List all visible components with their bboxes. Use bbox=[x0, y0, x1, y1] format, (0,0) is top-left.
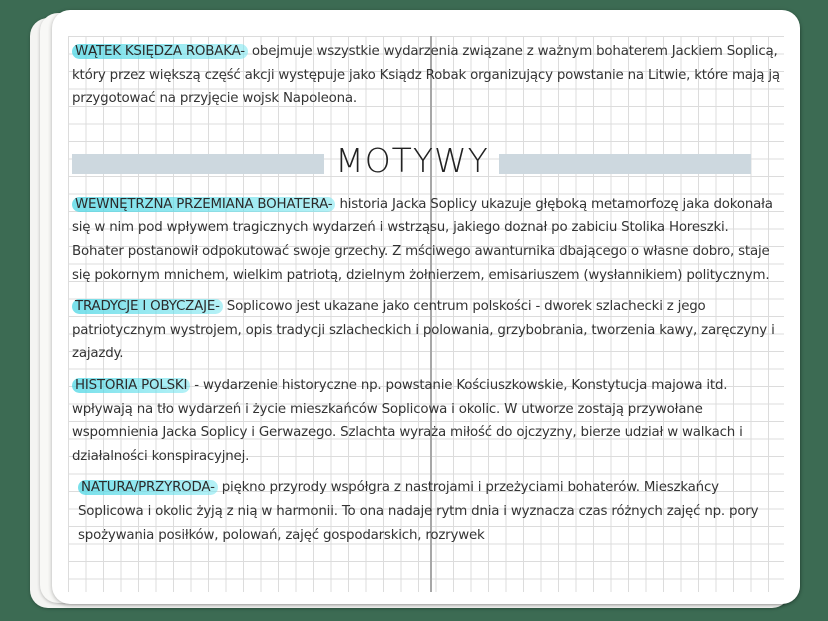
note-content bbox=[72, 40, 784, 555]
motif-paragraph bbox=[72, 193, 784, 287]
intro-term: WĄTEK KSIĘDZA ROBAKA- bbox=[72, 44, 248, 59]
motif-paragraph bbox=[72, 374, 784, 468]
motif-paragraph bbox=[72, 476, 784, 547]
heading-bar-left bbox=[72, 154, 324, 174]
motif-term: HISTORIA POLSKI bbox=[72, 378, 190, 393]
motif-term: NATURA/PRZYRODA- bbox=[78, 480, 218, 495]
intro-paragraph bbox=[72, 40, 784, 111]
heading-bar-right bbox=[499, 154, 751, 174]
intro-text: obejmuje wszystkie wydarzenia związane z ważnym bohaterem Jackiem Soplicą, który przez większą część akcji występuje jako Ksiądz Robak organizujący powstanie na Litwie, które mają ją przygotować na przyjęcie wojsk Napoleona. bbox=[72, 44, 780, 107]
motif-text: piękno przyrody współgra z nastrojami i przeżyciami bohaterów. Mieszkańcy Soplicowa i okolic żyją z nią w harmonii. To ona nadaje rytm dnia i wyznacza czas różnych zajęć np. pory spożywania posiłków, polowań, zajęć gospodarskich, rozrywek bbox=[78, 480, 759, 543]
motif-paragraph bbox=[72, 295, 784, 366]
motif-text: - wydarzenie historyczne np. powstanie Kościuszkowskie, Konstytucja majowa itd. wpływają na tło wydarzeń i życie mieszkańców Soplicowa i okolic. W utworze zostają przywołane wspomnienia Jacka Soplicy i Gerwazego. Szlachta wyraża miłość do ojczyzny, bierze udział w walkach i działalności konspiracyjnej. bbox=[72, 377, 743, 464]
motif-text: historia Jacka Soplicy ukazuje głęboką metamorfozę jaka dokonała się w nim pod wpływem tragicznych wydarzeń i wstrząsu, jakiego doznał po zabiciu Stolika Horeszki. Bohater postanowił odpokutować swoje grzechy. Z mściwego awanturnika dbającego o własne dobro, staje się pokornym mnichem, wielkim patriotą, dzielnym żołnierzem, emisariuszem (wysłannikiem) politycznym. bbox=[72, 196, 773, 283]
section-heading: MOTYWY bbox=[335, 140, 489, 180]
motif-term: TRADYCJE I OBYCZAJE- bbox=[72, 299, 223, 314]
motif-text: Soplicowo jest ukazane jako centrum polskości - dworek szlachecki z jego patriotycznym wystrojem, opis tradycji szlacheckich i polowania, grzybobrania, tworzenia kawy, zaręczyny i zajazdy. bbox=[72, 299, 775, 362]
note-page bbox=[52, 10, 800, 604]
motif-term: WEWNĘTRZNA PRZEMIANA BOHATERA- bbox=[72, 197, 335, 212]
section-heading-row bbox=[72, 141, 784, 185]
